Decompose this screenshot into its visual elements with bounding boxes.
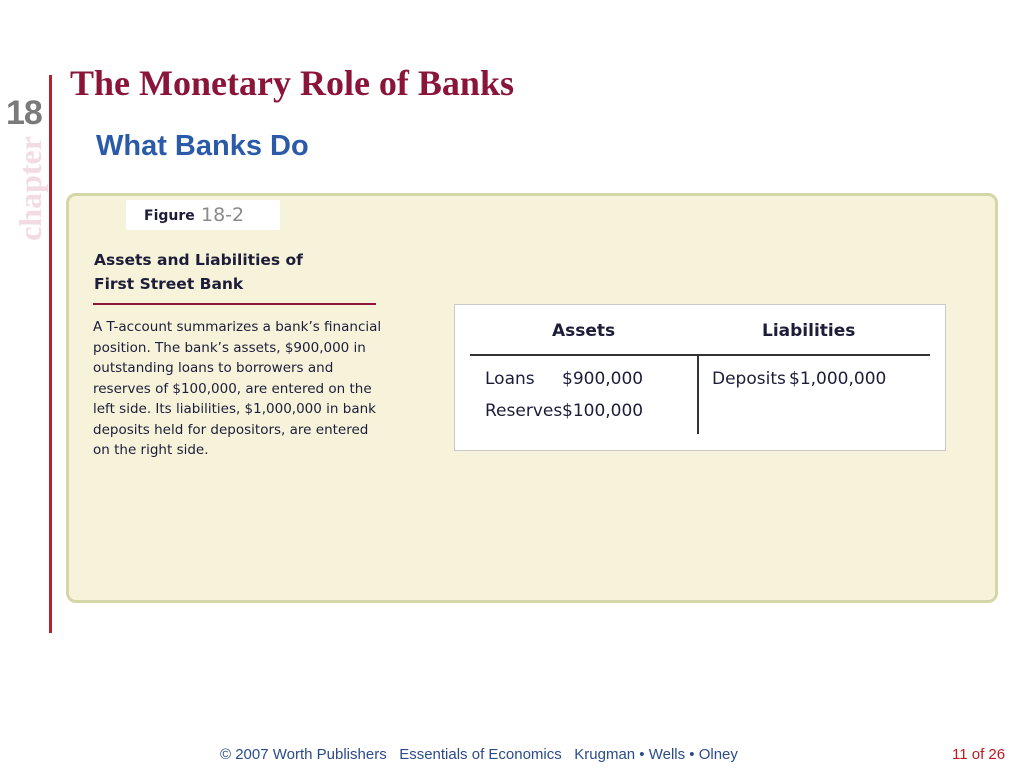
figure-heading-line1: Assets and Liabilities of [94,251,303,269]
figure-heading-line2: First Street Bank [94,275,244,293]
asset-label: Loans [485,369,535,389]
asset-label: Reserves [485,401,563,421]
chapter-word: chapter [11,136,48,241]
t-account-liabilities-header: Liabilities [762,321,856,341]
asset-value: $900,000 [562,369,644,389]
t-account [454,304,946,451]
figure-panel [66,193,998,603]
liability-label: Deposits [712,369,786,389]
figure-heading [94,248,334,296]
footer-credit: © 2007 Worth Publishers Essentials of Economics Krugman • Wells • Olney [220,746,738,763]
page-number: 11 of 26 [952,746,1006,763]
figure-heading-rule [93,303,376,305]
liability-value: $1,000,000 [789,369,887,389]
figure-label-word: Figure [144,208,195,224]
chapter-number: 18 [6,94,42,132]
t-account-assets-header: Assets [552,321,616,341]
t-account-horizontal-rule [470,354,930,356]
figure-label [126,200,280,230]
slide-title: The Monetary Role of Banks [70,63,514,103]
slide-subtitle: What Banks Do [96,130,309,162]
t-account-vertical-rule [697,354,699,434]
asset-value: $100,000 [562,401,644,421]
figure-label-number: 18-2 [201,204,245,226]
figure-caption: A T-account summarizes a bank’s financial position. The bank’s assets, $900,000 in outstanding loans to borrowers and reserves of $100,000, are entered on the left side. Its liabilities, $1,000,000 in bank deposits held for depositors, are entered on the right side. [93,319,382,458]
chapter-divider [49,75,52,633]
